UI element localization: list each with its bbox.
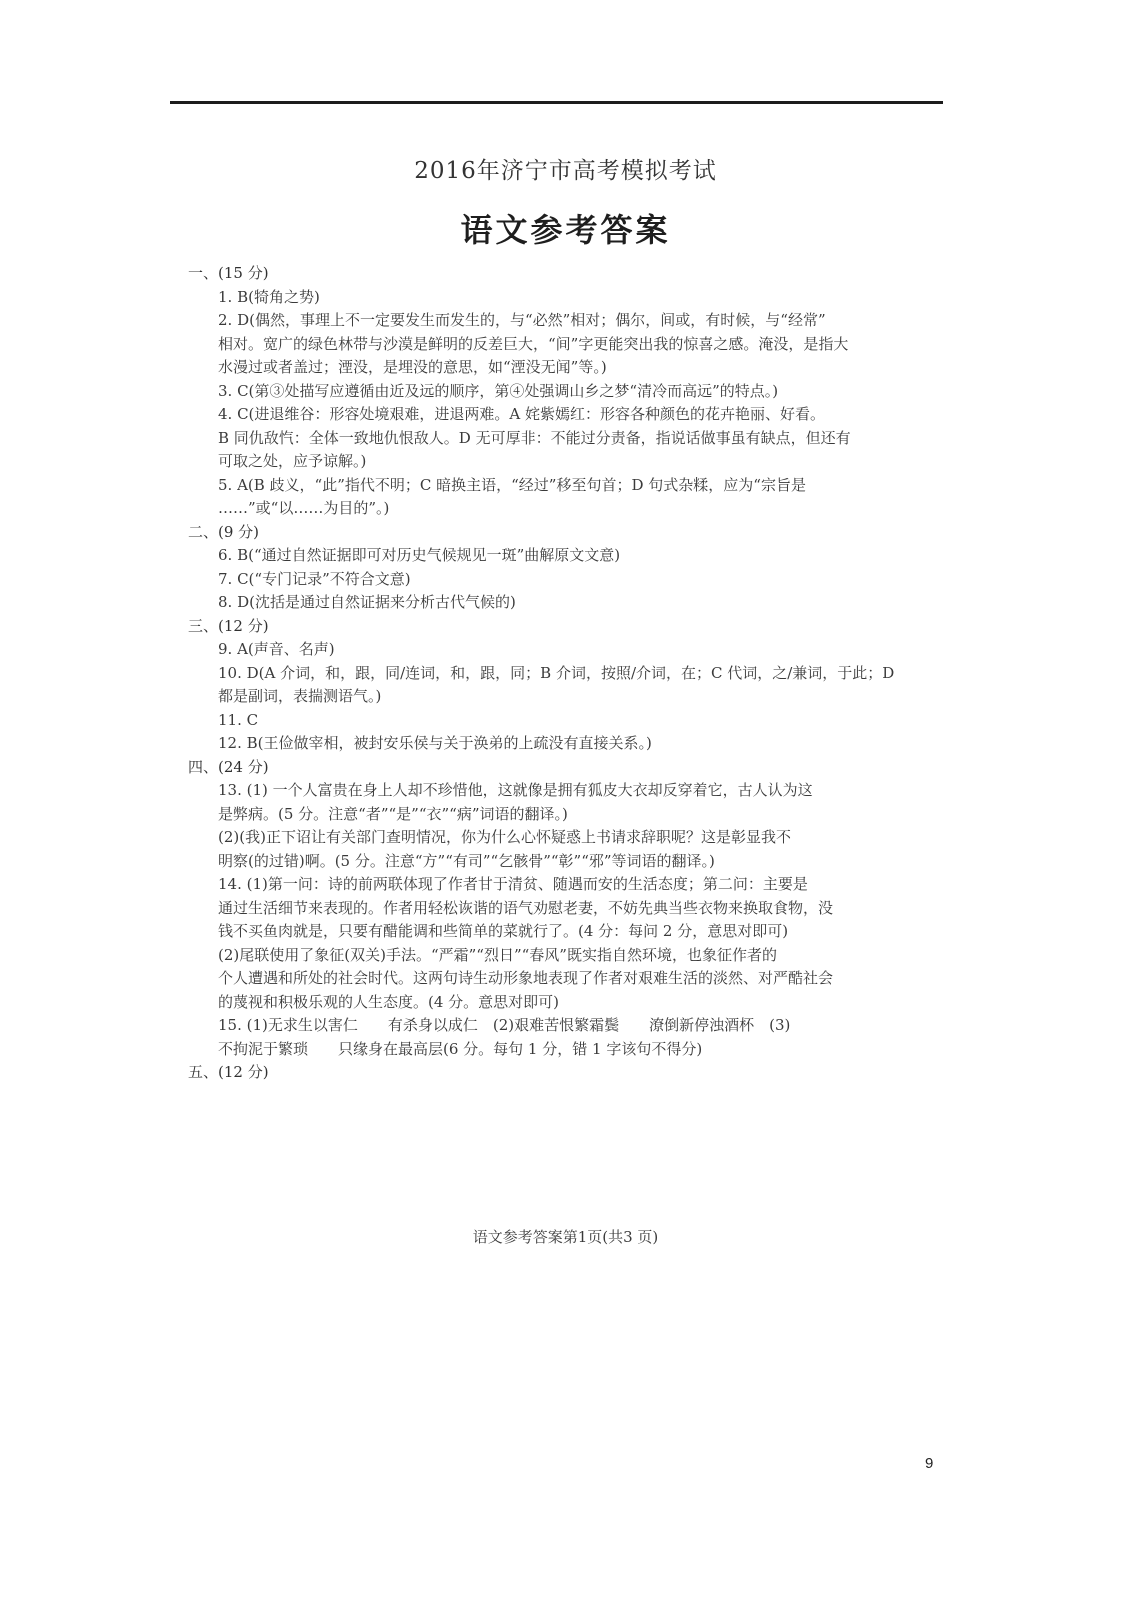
answer-line: 3. C(第③处描写应遵循由近及远的顺序，第④处强调山乡之梦“清冷而高远”的特点。) — [218, 381, 779, 400]
section-heading: 一、(15 分) — [188, 264, 269, 282]
answer-line: 水漫过或者盖过；湮没，是埋没的意思，如“湮没无闻”等。) — [218, 358, 607, 376]
answer-line: 是弊病。(5 分。注意“者”“是”“衣”“病”词语的翻译。) — [218, 804, 568, 823]
section-heading: 四、(24 分) — [188, 757, 269, 776]
section-heading: 五、(12 分) — [188, 1063, 269, 1081]
answer-line: 可取之处，应予谅解。) — [218, 452, 367, 470]
answer-line: 钱不买鱼肉就是，只要有醋能调和些简单的菜就行了。(4 分：每问 2 分，意思对即可) — [218, 922, 789, 940]
answer-line: 14. (1)第一问：诗的前两联体现了作者甘于清贫、随遇而安的生活态度；第二问：主要是 — [218, 875, 808, 893]
answer-content — [188, 262, 926, 1085]
answer-line: 的蔑视和积极乐观的人生态度。(4 分。意思对即可) — [218, 992, 560, 1011]
answer-line: 9. A(声音、名声) — [218, 640, 335, 658]
answer-line: 都是副词，表揣测语气。) — [218, 687, 382, 705]
answer-line: 个人遭遇和所处的社会时代。这两句诗生动形象地表现了作者对艰难生活的淡然、对严酷社会 — [218, 969, 834, 987]
answer-line: 不拘泥于繁琐 只缘身在最高层(6 分。每句 1 分，错 1 字该句不得分) — [218, 1039, 703, 1058]
section-heading: 三、(12 分) — [188, 616, 269, 635]
answer-line: 10. D(A 介词，和，跟，同/连词，和，跟，同；B 介词，按照/介词，在；C 代词，之/兼词，于此；D — [218, 663, 895, 682]
answer-line: 12. B(王俭做宰相，被封安乐侯与关于涣弟的上疏没有直接关系。) — [218, 734, 652, 752]
exam-subtitle: 2016年济宁市高考模拟考试 — [414, 158, 717, 184]
answer-line: (2)(我)正下诏让有关部门查明情况，你为什么心怀疑惑上书请求辞职呢？这是彰显我不 — [218, 828, 791, 846]
answer-line: 4. C(进退维谷：形容处境艰难，进退两难。A 姹紫嫣红：形容各种颜色的花卉艳丽、好看。 — [218, 405, 826, 423]
answer-line: 明察(的过错)啊。(5 分。注意“方”“有司”“乞骸骨”“彰”“邪”等词语的翻译。) — [218, 851, 715, 870]
answer-line: B 同仇敌忾：全体一致地仇恨敌人。D 无可厚非：不能过分责备，指说话做事虽有缺点，但还有 — [218, 428, 851, 447]
answer-line: 5. A(B 歧义，“此”指代不明；C 暗换主语，“经过”移至句首；D 句式杂糅，应为“宗旨是 — [218, 475, 806, 494]
answer-line: 6. B(“通过自然证据即可对历史气候规见一斑”曲解原文文意) — [218, 546, 621, 564]
answer-line: 2. D(偶然，事理上不一定要发生而发生的，与“必然”相对；偶尔，间或，有时候，与“经常” — [218, 311, 826, 329]
answer-line: 8. D(沈括是通过自然证据来分析古代气候的) — [218, 593, 516, 611]
answer-line: 15. (1)无求生以害仁 有杀身以成仁 (2)艰难苦恨繁霜鬓 潦倒新停浊酒杯 (3) — [218, 1016, 791, 1034]
answer-line: 7. C(“专门记录”不符合文意) — [218, 569, 411, 588]
answer-line: ……”或“以……为目的”。) — [218, 499, 390, 517]
answer-line: 1. B(犄角之势) — [218, 287, 320, 306]
section-heading: 二、(9 分) — [188, 522, 260, 541]
top-rule — [170, 101, 943, 104]
answer-line: (2)尾联使用了象征(双关)手法。“严霜”“烈日”“春风”既实指自然环境，也象征作者的 — [218, 945, 777, 964]
answer-line: 相对。宽广的绿色林带与沙漠是鲜明的反差巨大，“间”字更能突出我的惊喜之感。淹没，是指大 — [218, 334, 849, 353]
page-number: 9 — [925, 1455, 934, 1472]
answer-line: 通过生活细节来表现的。作者用轻松诙谐的语气劝慰老妻，不妨先典当些衣物来换取食物，没 — [218, 898, 834, 917]
answer-line: 13. (1) 一个人富贵在身上人却不珍惜他，这就像是拥有狐皮大衣却反穿着它，古人认为这 — [218, 781, 813, 799]
page-title: 语文参考答案 — [460, 211, 671, 249]
page-footer: 语文参考答案第1页(共3 页) — [472, 1228, 659, 1246]
answer-line: 11. C — [218, 710, 259, 729]
